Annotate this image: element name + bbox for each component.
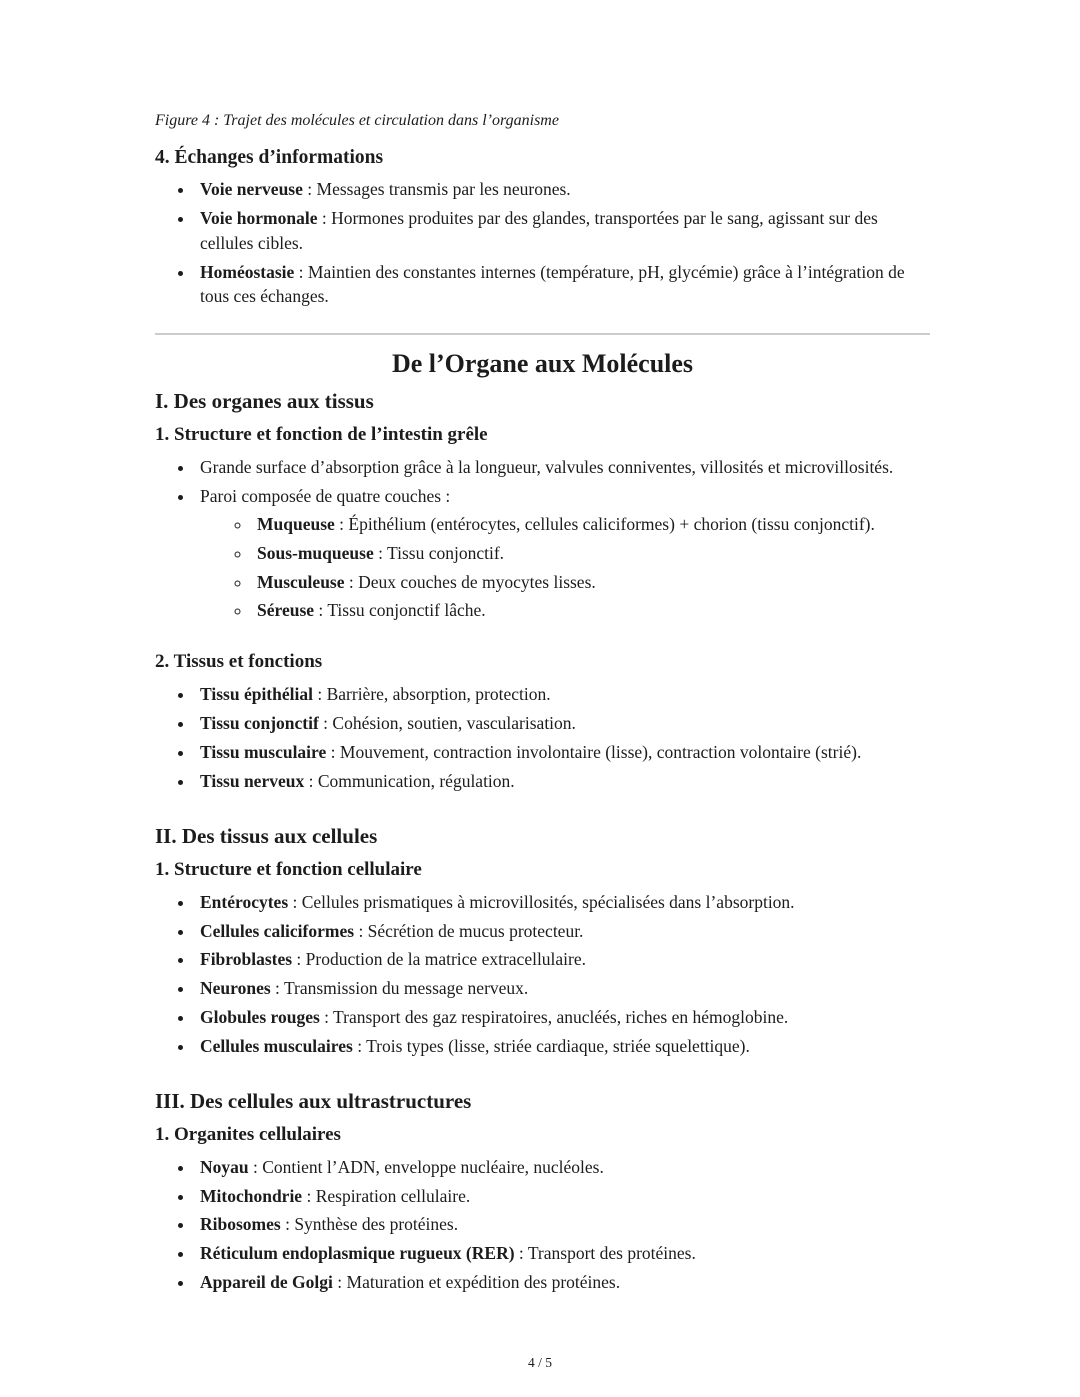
term-definition: : Cohésion, soutien, vascularisation. (318, 713, 576, 734)
list-item (252, 598, 930, 623)
heading-intestin-grele: 1. Structure et fonction de l’intestin grêle (155, 424, 488, 446)
term-definition: : Maturation et expédition des protéines. (332, 1272, 621, 1293)
heading-part-1: I. Des organes aux tissus (155, 389, 374, 414)
term-label: Neurones (200, 978, 271, 999)
list-item (195, 1005, 930, 1030)
term-label: Fibroblastes (200, 949, 293, 970)
bullet-text: Grande surface d’absorption grâce à la longueur, valvules conniventes, villosités et microvillosités. (200, 457, 894, 478)
term-label: Cellules caliciformes (200, 920, 355, 941)
term-label: Globules rouges (200, 1007, 320, 1028)
term-definition: : Mouvement, contraction involontaire (lisse), contraction volontaire (strié). (326, 741, 862, 762)
term-label: Cellules musculaires (200, 1035, 353, 1056)
term-label: Tissu épithélial (200, 684, 313, 705)
main-title: De l’Organe aux Molécules (391, 349, 694, 379)
tissus-list (195, 682, 930, 793)
term-definition: : Transport des gaz respiratoires, anucléés, riches en hémoglobine. (319, 1007, 789, 1028)
term-definition: : Transport des protéines. (514, 1243, 696, 1264)
term-definition: : Messages transmis par les neurones. (302, 179, 571, 199)
heading-structure-cellulaire: 1. Structure et fonction cellulaire (155, 858, 422, 880)
term-definition: : Barrière, absorption, protection. (312, 684, 551, 705)
list-item (195, 1184, 930, 1209)
term-definition: : Hormones produites par des glandes, transportées par le sang, agissant sur des cellules cibles. (200, 207, 878, 253)
list-item (252, 512, 930, 537)
term-label: Homéostasie (200, 261, 295, 282)
term-label: Tissu conjonctif (200, 713, 319, 734)
term-label: Ribosomes (200, 1214, 281, 1235)
couches-list (252, 512, 930, 623)
list-item (195, 260, 930, 310)
list-item (252, 570, 930, 595)
term-definition: : Cellules prismatiques à microvillosités, spécialisées dans l’absorption. (288, 891, 795, 912)
term-definition: : Production de la matrice extracellulaire. (292, 949, 587, 970)
term-definition: : Trois types (lisse, striée cardiaque, striée squelettique). (352, 1035, 750, 1056)
intestin-list (195, 455, 930, 623)
page-number: 4 / 5 (527, 1355, 552, 1370)
list-item (195, 947, 930, 972)
heading-part-2: II. Des tissus aux cellules (155, 823, 378, 848)
heading-echanges-informations: 4. Échanges d’informations (155, 147, 384, 168)
organites-list (195, 1155, 930, 1295)
term-label: Réticulum endoplasmique rugueux (RER) (200, 1243, 515, 1264)
term-definition: : Tissu conjonctif. (373, 542, 505, 563)
list-item (195, 976, 930, 1001)
term-label: Appareil de Golgi (200, 1272, 333, 1293)
term-definition: : Communication, régulation. (304, 770, 515, 791)
bullet-text: Paroi composée de quatre couches : (200, 486, 451, 507)
term-label: Entérocytes (200, 891, 289, 912)
heading-part-3: III. Des cellules aux ultrastructures (155, 1088, 472, 1113)
list-item (195, 177, 930, 202)
term-definition: : Synthèse des protéines. (280, 1214, 459, 1235)
list-item (195, 1212, 930, 1237)
list-item (195, 484, 930, 623)
list-item (195, 1241, 930, 1266)
figure-caption: Figure 4 : Trajet des molécules et circulation dans l’organisme (155, 112, 559, 129)
list-item (195, 919, 930, 944)
list-item (195, 740, 930, 765)
term-label: Voie nerveuse (200, 179, 303, 199)
list-item (195, 890, 930, 915)
term-definition: : Épithélium (entérocytes, cellules caliciformes) + chorion (tissu conjonctif). (334, 513, 875, 534)
term-definition: : Respiration cellulaire. (302, 1185, 471, 1206)
term-label: Sous-muqueuse (257, 542, 374, 563)
term-definition: : Maintien des constantes internes (température, pH, glycémie) grâce à l’intégration de tous ces échanges. (200, 261, 905, 307)
term-definition: : Sécrétion de mucus protecteur. (354, 920, 584, 941)
term-label: Tissu musculaire (200, 741, 327, 762)
term-label: Voie hormonale (200, 207, 318, 228)
list-item (195, 455, 930, 480)
list-item (195, 682, 930, 707)
term-label: Muqueuse (257, 513, 335, 534)
list-item (195, 1270, 930, 1295)
term-label: Séreuse (257, 600, 315, 621)
term-label: Mitochondrie (200, 1185, 303, 1206)
heading-organites: 1. Organites cellulaires (155, 1123, 341, 1145)
term-label: Noyau (200, 1156, 249, 1177)
section-divider (155, 333, 930, 335)
term-definition: : Deux couches de myocytes lisses. (344, 571, 596, 592)
term-definition: : Transmission du message nerveux. (270, 978, 529, 999)
heading-tissus-fonctions: 2. Tissus et fonctions (155, 651, 323, 673)
echanges-list (195, 177, 930, 309)
list-item (195, 711, 930, 736)
cellules-list (195, 890, 930, 1059)
term-definition: : Contient l’ADN, enveloppe nucléaire, nucléoles. (248, 1156, 604, 1177)
term-label: Tissu nerveux (200, 770, 305, 791)
list-item (252, 541, 930, 566)
term-definition: : Tissu conjonctif lâche. (314, 600, 486, 621)
list-item (195, 206, 930, 256)
term-label: Musculeuse (257, 571, 345, 592)
list-item (195, 1155, 930, 1180)
list-item (195, 1034, 930, 1059)
list-item (195, 769, 930, 794)
